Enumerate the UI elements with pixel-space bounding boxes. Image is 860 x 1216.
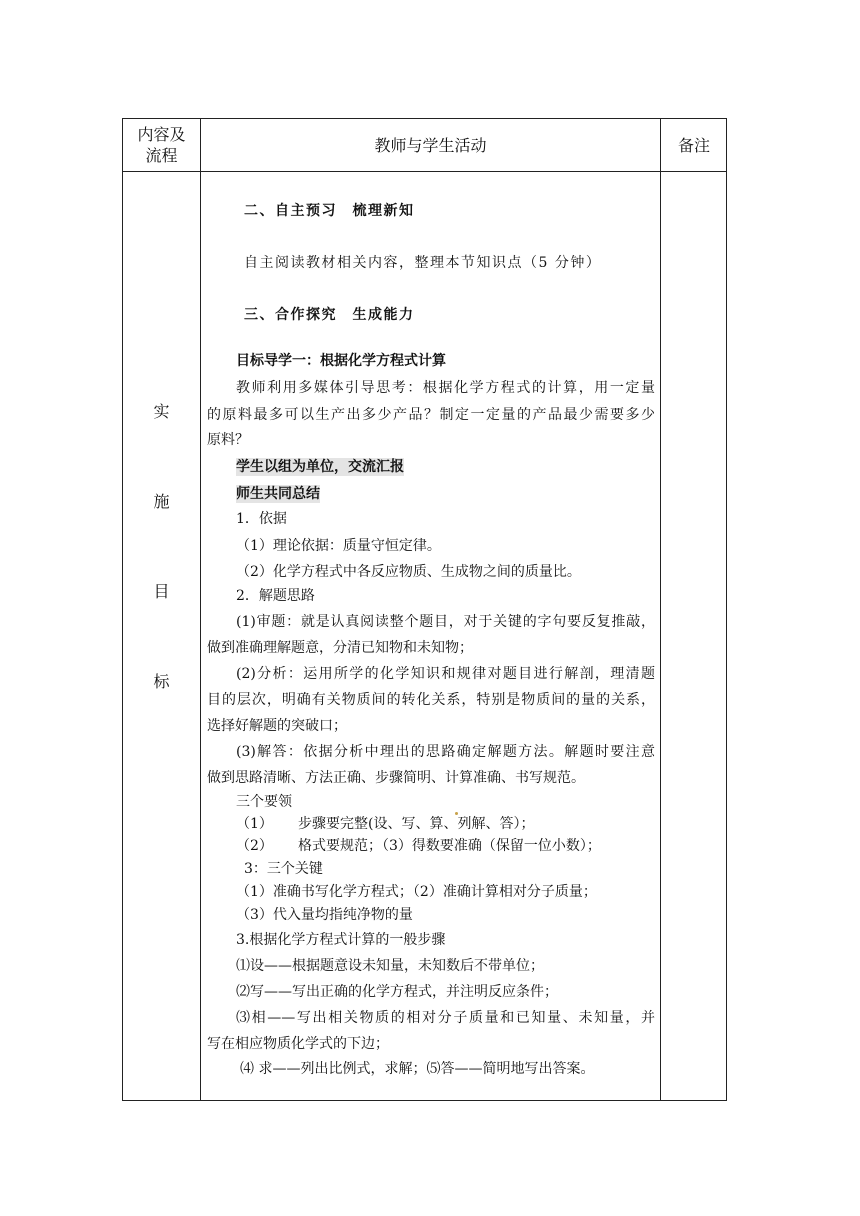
step-3-line1: ⑶相——写出相关物质的相对分子质量和已知量、未知量，并	[236, 1010, 655, 1026]
basis-item-2: （2）化学方程式中各反应物质、生成物之间的质量比。	[236, 564, 581, 580]
review-line2: 做到准确理解题意，分清已知物和未知物；	[207, 640, 473, 656]
header-col1-line2: 流程	[145, 146, 178, 165]
solve-line1: (3)解答：依据分析中理出的思路确定解题方法。解题时要注意	[236, 744, 655, 760]
goal-heading: 目标导学一：根据化学方程式计算	[236, 353, 446, 369]
essential-2-number: （2）	[236, 838, 273, 854]
step-2: ⑵写——写出正确的化学方程式，并注明反应条件；	[236, 984, 558, 1000]
key-item-1: （1）准确书写化学方程式；（2）准确计算相对分子质量；	[236, 884, 597, 900]
header-col1-line1: 内容及	[137, 125, 186, 144]
review-line1: (1)审题：就是认真阅读整个题目，对于关键的字句要反复推敲，	[236, 614, 655, 630]
basis-item-1: （1）理论依据：质量守恒定律。	[236, 538, 441, 554]
label-char-4: 标	[153, 672, 170, 691]
essential-2-text: 格式要规范；（3）得数要准确（保留一位小数）；	[298, 838, 601, 854]
steps-title: 3.根据化学方程式计算的一般步骤	[236, 932, 446, 948]
key-item-2: （3）代入量均指纯净物的量	[236, 907, 413, 923]
teacher-guide-line1: 教师利用多媒体引导思考：根据化学方程式的计算，用一定量	[236, 380, 655, 396]
essential-1-number: （1）	[236, 816, 273, 832]
three-keys-title: 3：三个关键	[244, 861, 323, 877]
label-char-1: 实	[153, 402, 170, 421]
column-divider	[660, 119, 661, 1100]
three-essentials-title: 三个要领	[236, 794, 292, 810]
header-remarks: 备注	[677, 136, 710, 155]
label-char-3: 目	[153, 582, 170, 601]
basis-title: 1．依据	[236, 511, 287, 527]
approach-title: 2．解题思路	[236, 588, 315, 604]
label-char-2: 施	[153, 492, 170, 511]
solve-line2: 做到思路清晰、方法正确、步骤简明、计算准确、书写规范。	[207, 770, 585, 786]
step-1: ⑴设——根据题意设未知量，未知数后不带单位；	[236, 958, 544, 974]
essential-1-text: 步骤要完整(设、写、算、列解、答）；	[298, 816, 535, 832]
header-content-flow	[123, 124, 200, 166]
header-divider	[123, 171, 726, 172]
teacher-guide-line3: 原料？	[207, 432, 249, 448]
student-report: 学生以组为单位，交流汇报	[236, 459, 404, 475]
preview-instruction: 自主阅读教材相关内容，整理本节知识点（5 分钟）	[244, 255, 602, 271]
joint-summary: 师生共同总结	[236, 486, 320, 502]
teacher-guide-line2: 的原料最多可以生产出多少产品？制定一定量的产品最少需要多少	[207, 407, 655, 423]
analysis-line3: 选择好解题的突破口；	[207, 718, 347, 734]
mark-dot	[455, 812, 458, 815]
analysis-line1: (2)分析：运用所学的化学知识和规律对题目进行解剖，理清题	[236, 666, 655, 682]
analysis-line2: 目的层次，明确有关物质间的转化关系，特别是物质间的量的关系，	[207, 692, 655, 708]
step-3-line2: 写在相应物质化学式的下边；	[207, 1036, 389, 1052]
step-4: ⑷ 求——列出比例式，求解；⑸答——简明地写出答案。	[240, 1061, 595, 1077]
section-heading-explore: 三、合作探究 生成能力	[244, 307, 415, 323]
header-activities: 教师与学生活动	[374, 136, 487, 155]
column-divider	[200, 119, 201, 1100]
section-heading-preview: 二、自主预习 梳理新知	[244, 203, 415, 219]
